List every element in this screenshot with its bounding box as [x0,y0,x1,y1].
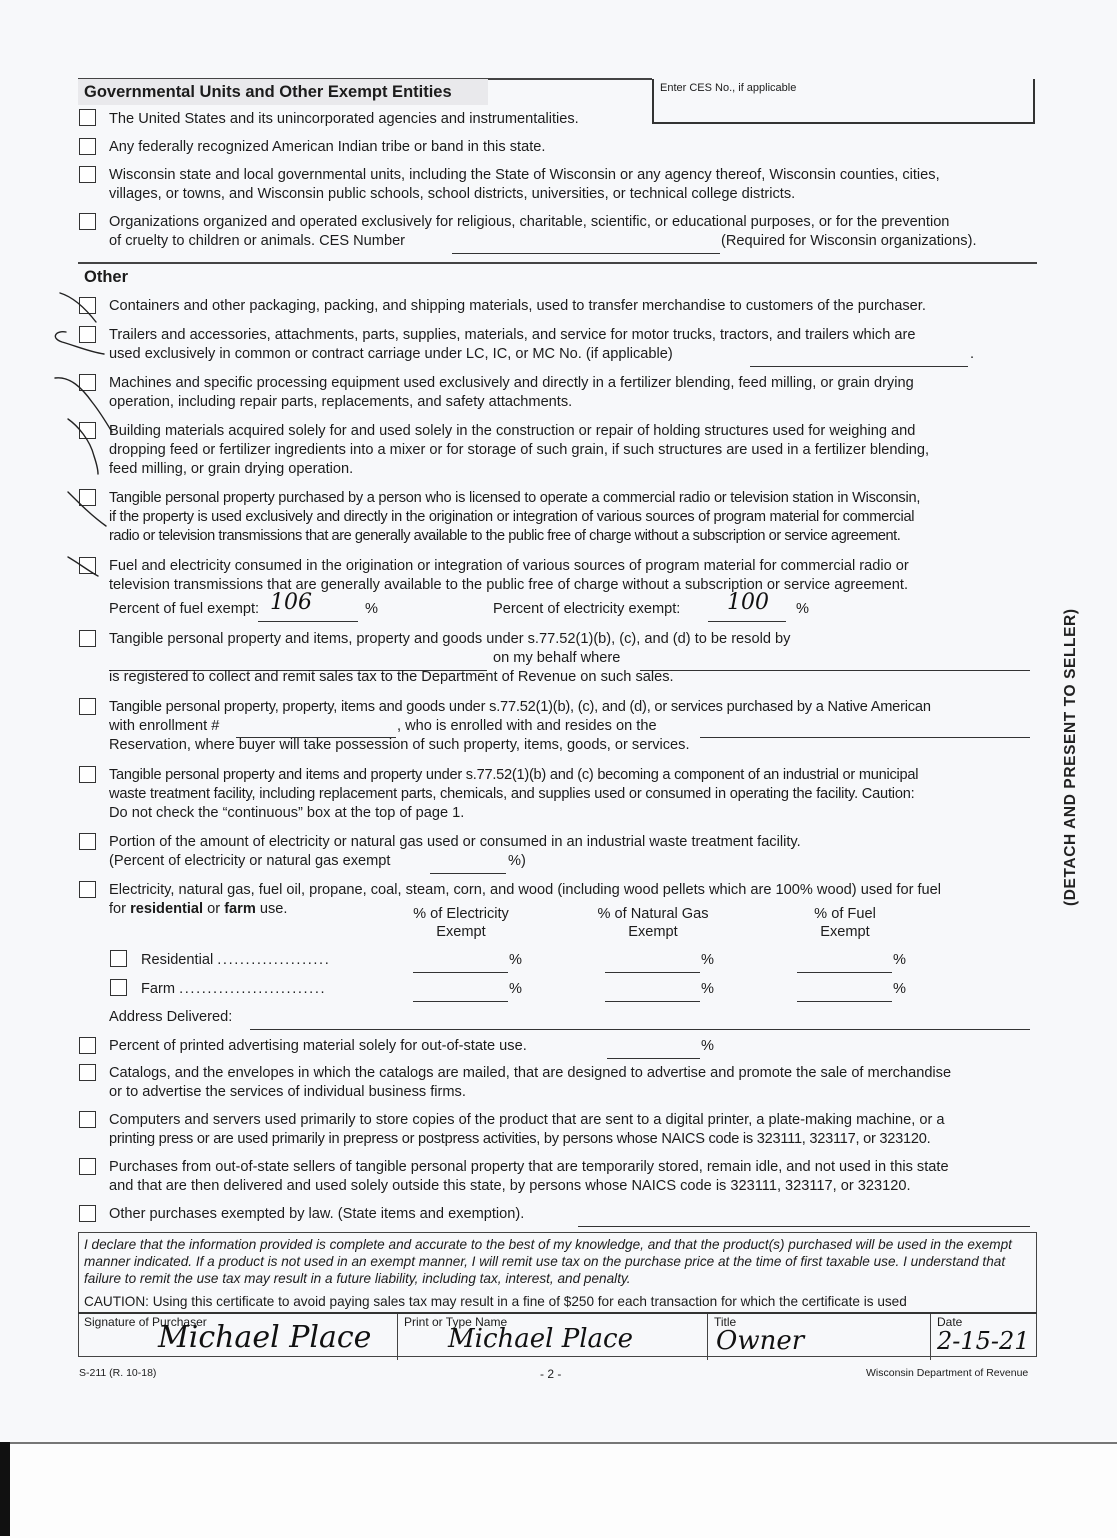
checkbox-machines[interactable] [79,374,96,391]
checkbox-farm[interactable] [110,979,127,996]
fuel-percent-value: 106 [270,590,312,615]
date-value: 2-15-21 [937,1327,1030,1355]
title-cell[interactable] [707,1314,930,1360]
ces-number-field[interactable] [452,239,720,254]
leader: .......................... [179,981,327,997]
checkbox-containers[interactable] [79,297,96,314]
advertising-percent-field[interactable] [607,1044,700,1059]
caution-text: CAUTION: Using this certificate to avoid paying sales tax may result in a fine of $250 for each transaction for which the certificate is used [84,1294,907,1309]
text: or [203,901,225,917]
checkbox-fuel-electricity[interactable] [79,557,96,574]
item-wi-government-line2: villages, or towns, and Wisconsin public schools, school districts, universities, or technical college districts. [109,186,796,202]
ces-box-label: Enter CES No., if applicable [660,82,797,94]
item-indian-tribe: Any federally recognized American Indian tribe or band in this state. [109,139,546,155]
item-waste-elec-line1: Portion of the amount of electricity or natural gas used or consumed in an industrial waste treatment facility. [109,834,801,850]
checkbox-waste-electricity[interactable] [79,833,96,850]
item-outofstate-line1: Purchases from out-of-state sellers of tangible personal property that are temporarily stored, remain idle, and not used in this state [109,1159,949,1175]
residential-bold: residential [130,901,204,917]
scan-edge [0,1442,10,1536]
item-nonprofit-line1: Organizations organized and operated exclusively for religious, charitable, scientific, or educational purposes, or for the prevention [109,214,950,230]
page-number: - 2 - [540,1367,562,1381]
label: Farm [141,981,176,997]
item-fuel-line2: television transmissions that are generally available to the public free of charge without a subscription or service agreement. [109,577,909,593]
title-value: Owner [716,1326,805,1356]
item-fuel-line1: Fuel and electricity consumed in the origination or integration of various sources of program material for commercial radio or [109,558,909,574]
item-waste-elec-line2a: (Percent of electricity or natural gas exempt [109,853,391,869]
farm-gas-field[interactable] [605,987,700,1002]
text: use. [255,901,288,917]
ces-number-box[interactable] [652,79,1035,124]
farm-label [141,980,326,1000]
checkbox-nonprofit-org[interactable] [79,213,96,230]
item-resfarm-line1: Electricity, natural gas, fuel oil, propane, coal, steam, corn, and wood (including wood pellets which are 100% wood) used for fuel [109,882,942,898]
item-nonprofit-line2a: of cruelty to children or animals. CES Number [109,233,406,249]
address-delivered-label: Address Delivered: [109,1009,233,1025]
item-resale-line2: on my behalf where [493,650,621,666]
item-building-line1: Building materials acquired solely for and used solely in the construction or repair of holding structures used for weighing and [109,423,916,439]
signature-cell[interactable] [78,1314,397,1360]
farm-fuel-field[interactable] [797,987,892,1002]
date-label: Date [937,1315,963,1329]
pct: % [701,981,714,997]
pct: % [701,1038,714,1054]
electricity-percent-sign: % [796,601,809,617]
item-resale-line3: is registered to collect and remit sales tax to the Department of Revenue on such sales. [109,669,674,685]
item-radio-tv-line2: if the property is used exclusively and directly in the origination or integration of various sources of program material for commercial [109,509,915,525]
item-containers: Containers and other packaging, packing, and shipping materials, used to transfer merchandise to customers of the purchaser. [109,298,926,314]
detach-note: (DETACH AND PRESENT TO SELLER) [1062,608,1079,906]
reservation-field[interactable] [700,723,1030,738]
residential-label [141,951,330,971]
electricity-percent-label: Percent of electricity exempt: [493,601,681,617]
other-purchases-field[interactable] [578,1212,1030,1227]
label: Residential [141,952,214,968]
checkbox-wi-government[interactable] [79,166,96,183]
declaration-text: I declare that the information provided is complete and accurate to the best of my knowledge, and that the product(s) purchased will be used in the exempt manner indicated. If a product is not used in an exempt manner, I will remit use tax on the purchase price at the time of first taxable use. I understand that failure to remit the use tax may result in a future liability, including tax, interest, and penalty. [84,1237,1012,1286]
item-resfarm-line2 [109,900,287,920]
item-machines-line2: operation, including repair parts, replacements, and safety attachments. [109,394,573,410]
item-catalogs-line2: or to advertise the services of individual business firms. [109,1084,466,1100]
checkbox-residential[interactable] [110,950,127,967]
item-radio-tv-line1: Tangible personal property purchased by a person who is licensed to operate a commercial radio or television station in Wisconsin, [109,490,921,506]
signature-label: Signature of Purchaser [84,1315,207,1329]
checkbox-us-agencies[interactable] [79,109,96,126]
fuel-percent-label: Percent of fuel exempt: [109,601,260,617]
agency-name: Wisconsin Department of Revenue [866,1367,1029,1379]
col-electricity-line2: Exempt [436,924,486,940]
print-name-label: Print or Type Name [404,1315,508,1329]
checkbox-trailers[interactable] [79,326,96,343]
item-trailers-line1: Trailers and accessories, attachments, parts, supplies, materials, and service for motor trucks, tractors, and trailers which are [109,327,916,343]
item-waste-line1: Tangible personal property and items and property under s.77.52(1)(b) and (c) becoming a component of an industrial or municipal [109,767,919,783]
scanner-bed-area [0,1442,1117,1538]
col-fuel-line1: % of Fuel [814,906,876,922]
item-advertising: Percent of printed advertising material solely for out-of-state use. [109,1038,527,1054]
checkbox-indian-tribe[interactable] [79,138,96,155]
title-label: Title [714,1315,737,1329]
col-fuel-line2: Exempt [820,924,870,940]
col-gas-line1: % of Natural Gas [597,906,709,922]
gov-section-heading: Governmental Units and Other Exempt Entities [84,83,452,101]
item-waste-line3: Do not check the “continuous” box at the top of page 1. [109,805,465,821]
farm-bold: farm [224,901,256,917]
mc-number-field[interactable] [750,352,968,367]
text: for [109,901,131,917]
pct: % [509,952,522,968]
pct: % [701,952,714,968]
item-native-line2b: , who is enrolled with and resides on the [397,718,657,734]
section-rule [78,262,1037,264]
item-machines-line1: Machines and specific processing equipment used exclusively and directly in a fertilizer blending, feed milling, or grain drying [109,375,914,391]
item-native-line1: Tangible personal property, property, items and goods under s.77.52(1)(b), (c), and (d), or services purchased by a Native American [109,699,931,715]
electricity-percent-value: 100 [727,590,769,615]
item-native-line2a: with enrollment # [109,718,220,734]
form-id: S-211 (R. 10-18) [79,1367,157,1379]
checkbox-catalogs[interactable] [79,1064,96,1081]
item-wi-government-line1: Wisconsin state and local governmental units, including the State of Wisconsin or any agency thereof, Wisconsin counties, cities, [109,167,940,183]
item-other-purchases: Other purchases exempted by law. (State items and exemption). [109,1206,525,1222]
print-name-cell[interactable] [397,1314,707,1360]
item-nonprofit-line2b: (Required for Wisconsin organizations). [721,233,977,249]
item-outofstate-line2: and that are then delivered and used solely outside this state, by persons whose NAICS code is 323111, 323117, or 323120. [109,1178,911,1194]
item-catalogs-line1: Catalogs, and the envelopes in which the catalogs are mailed, that are designed to advertise and promote the sale of merchandise [109,1065,952,1081]
pct: % [893,981,906,997]
address-delivered-field[interactable] [250,1015,1030,1030]
checkbox-resale[interactable] [79,630,96,647]
checkbox-building-materials[interactable] [79,422,96,439]
checkbox-printed-advertising[interactable] [79,1037,96,1054]
checkbox-computers-servers[interactable] [79,1111,96,1128]
residential-electricity-field[interactable] [413,958,508,973]
pct: % [509,981,522,997]
item-radio-tv-line3: radio or television transmissions that are generally available to the public free of charge without a subscription or service agreement. [109,528,901,544]
residential-gas-field[interactable] [605,958,700,973]
item-waste-elec-line2b: %) [508,853,526,869]
print-name-value: Michael Place [448,1324,633,1354]
item-building-line2: dropping feed or fertilizer ingredients into a mixer or for storage of such grain, if such structures are used in a fertilizer blending, [109,442,930,458]
item-building-line3: feed milling, or grain drying operation. [109,461,354,477]
item-resale-line1: Tangible personal property and items, property and goods under s.77.52(1)(b), (c), and (d) to be resold by [109,631,791,647]
col-electricity-line1: % of Electricity [413,906,509,922]
checkbox-out-of-state-sellers[interactable] [79,1158,96,1175]
period: . [970,346,975,362]
item-us-agencies: The United States and its unincorporated agencies and instrumentalities. [109,111,579,127]
signature-value: Michael Place [158,1320,372,1355]
item-computers-line2: printing press or are used primarily in prepress or postpress activities, by persons whose NAICS code is 323111, 323117, or 323120. [109,1131,931,1147]
fuel-percent-sign: % [365,601,378,617]
other-section-heading: Other [84,268,129,286]
checkbox-native-american[interactable] [79,698,96,715]
checkbox-residential-farm-fuel[interactable] [79,881,96,898]
checkbox-waste-treatment[interactable] [79,766,96,783]
item-waste-line2: waste treatment facility, including replacement parts, chemicals, and supplies used or consumed in operating the facility. Caution: [109,786,915,802]
residential-fuel-field[interactable] [797,958,892,973]
checkbox-radio-tv-property[interactable] [79,489,96,506]
item-computers-line1: Computers and servers used primarily to store copies of the product that are sent to a digital printer, a plate-making machine, or a [109,1112,945,1128]
date-cell[interactable] [930,1314,1037,1360]
col-gas-line2: Exempt [628,924,678,940]
signature-row [78,1312,1037,1360]
item-native-line3: Reservation, where buyer will take possession of such property, items, goods, or services. [109,737,690,753]
pct: % [893,952,906,968]
registered-party-field[interactable] [640,656,1030,671]
farm-electricity-field[interactable] [413,987,508,1002]
leader: .................... [217,952,331,968]
item-trailers-line2: used exclusively in common or contract carriage under LC, IC, or MC No. (if applicable) [109,346,673,362]
waste-elec-percent-field[interactable] [430,859,506,874]
checkbox-other-purchases[interactable] [79,1205,96,1222]
